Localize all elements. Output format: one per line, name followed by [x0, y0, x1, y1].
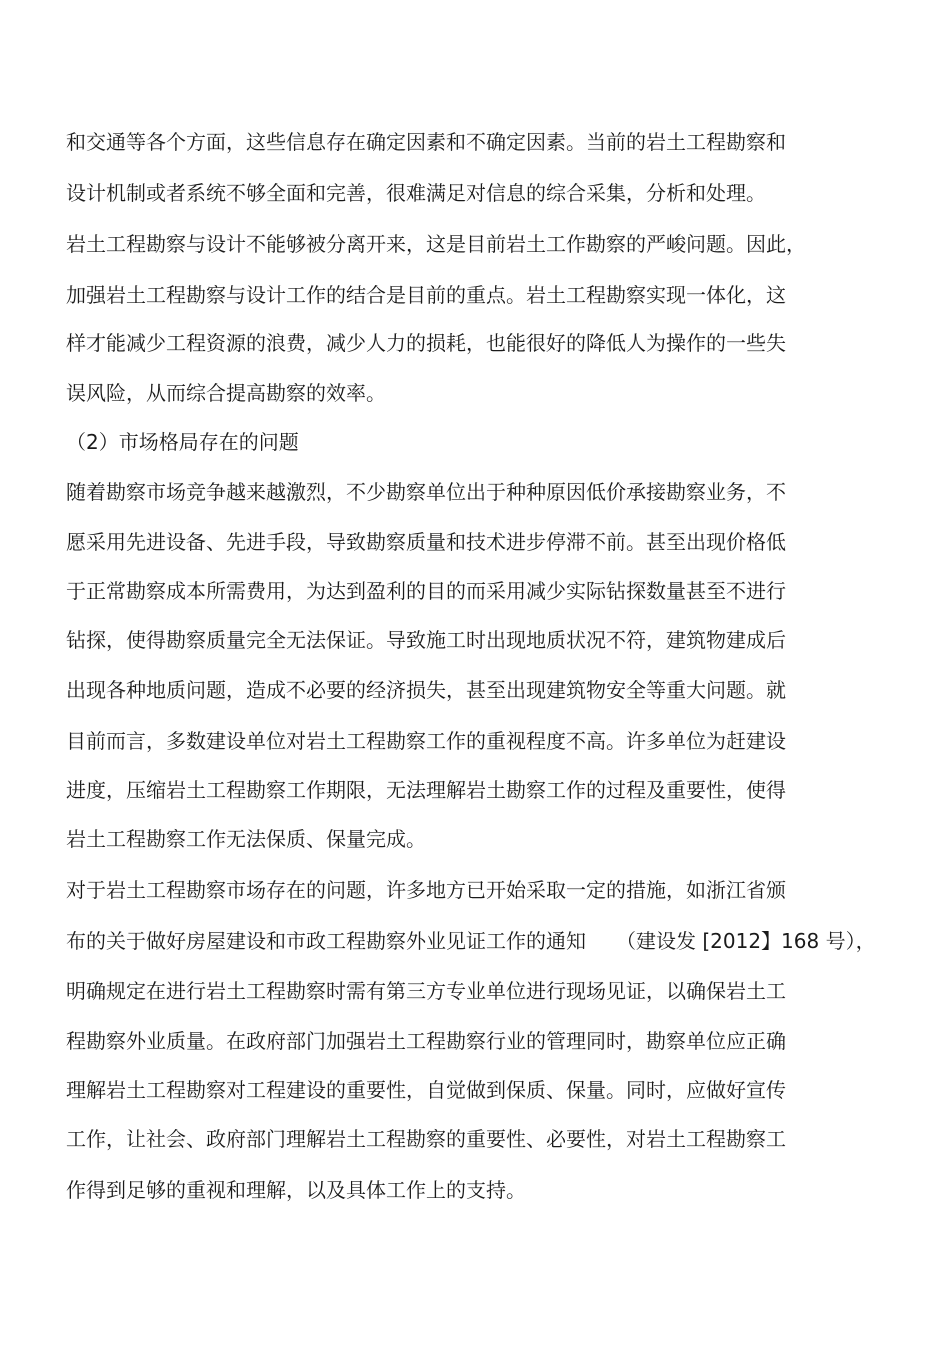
- text-line: 对于岩土工程勘察市场存在的问题，许多地方已开始采取一定的措施，如浙江省颁: [66, 878, 786, 902]
- text-line: 样才能减少工程资源的浪费，减少人力的损耗，也能很好的降低人为操作的一些失: [66, 331, 786, 355]
- text-line: 和交通等各个方面，这些信息存在确定因素和不确定因素。当前的岩土工程勘察和: [66, 130, 786, 154]
- text-line: 钻探，使得勘察质量完全无法保证。导致施工时出现地质状况不符，建筑物建成后: [66, 628, 786, 652]
- text-line: 作得到足够的重视和理解，以及具体工作上的支持。: [66, 1178, 526, 1202]
- text-line: 岩土工程勘察与设计不能够被分离开来，这是目前岩土工作勘察的严峻问题。因此，: [66, 232, 806, 256]
- text-line: 明确规定在进行岩土工程勘察时需有第三方专业单位进行现场见证，以确保岩土工: [66, 979, 786, 1003]
- text-line: 误风险，从而综合提高勘察的效率。: [66, 381, 386, 405]
- text-line: 程勘察外业质量。在政府部门加强岩土工程勘察行业的管理同时，勘察单位应正确: [66, 1029, 786, 1053]
- text-line: 愿采用先进设备、先进手段，导致勘察质量和技术进步停滞不前。甚至出现价格低: [66, 530, 786, 554]
- section-heading: （2）市场格局存在的问题: [66, 430, 299, 454]
- text-line: 布的关于做好房屋建设和市政工程勘察外业见证工作的通知 （建设发 [2012】168 号），: [66, 929, 876, 953]
- text-line: 进度，压缩岩土工程勘察工作期限，无法理解岩土勘察工作的过程及重要性，使得: [66, 778, 786, 802]
- text-line: 于正常勘察成本所需费用，为达到盈利的目的而采用减少实际钻探数量甚至不进行: [66, 579, 786, 603]
- text-line: 加强岩土工程勘察与设计工作的结合是目前的重点。岩土工程勘察实现一体化，这: [66, 283, 786, 307]
- text-line: 工作，让社会、政府部门理解岩土工程勘察的重要性、必要性，对岩土工程勘察工: [66, 1127, 786, 1151]
- text-line: 目前而言，多数建设单位对岩土工程勘察工作的重视程度不高。许多单位为赶建设: [66, 729, 786, 753]
- text-line: 出现各种地质问题，造成不必要的经济损失，甚至出现建筑物安全等重大问题。就: [66, 678, 786, 702]
- text-line: 随着勘察市场竞争越来越激烈，不少勘察单位出于种种原因低价承接勘察业务，不: [66, 480, 786, 504]
- text-line: 岩土工程勘察工作无法保质、保量完成。: [66, 827, 426, 851]
- text-line: 理解岩土工程勘察对工程建设的重要性，自觉做到保质、保量。同时，应做好宣传: [66, 1078, 786, 1102]
- text-line: 设计机制或者系统不够全面和完善，很难满足对信息的综合采集，分析和处理。: [66, 181, 766, 205]
